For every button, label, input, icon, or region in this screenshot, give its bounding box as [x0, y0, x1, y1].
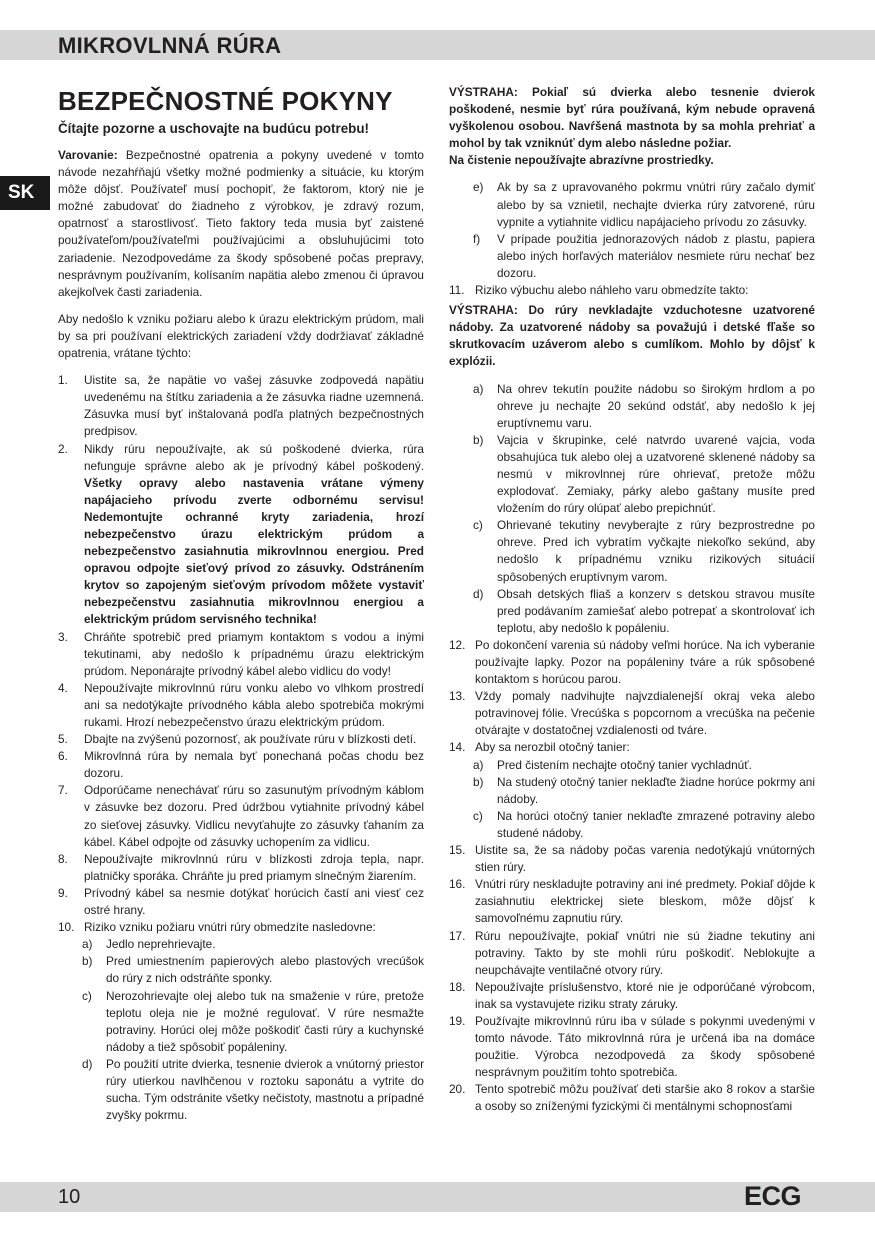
warning-block-note: Na čistenie nepoužívajte abrazívne prostriedky.: [449, 153, 714, 168]
warning-label: Varovanie:: [58, 148, 118, 162]
sub-list-item: d) Obsah detských fliaš a konzerv s detskou stravou musíte pred podávaním zamiešať alebo potrepať a skontrolovať ich teplotu, aby nedošlo k popáleniu.: [473, 586, 815, 635]
language-tab: SK: [0, 176, 50, 210]
brand-logo: ECG: [744, 1181, 802, 1211]
sub-list-item: c) Ohrievané tekutiny nevyberajte z rúry bezprostredne po ohreve. Pred ich vybratím vyčkajte niekoľko sekúnd, aby nedošlo k prípadnému vzniku rizikových situácií spôsobených eruptívnym varom.: [473, 518, 815, 584]
list-item: 17. Rúru nepoužívajte, pokiaľ vnútri nie sú žiadne tekutiny ani potraviny. Takto by ste mohli rúru poškodiť. Neblokujte a neupchávajte ventilačné otvory rúry.: [449, 928, 815, 977]
warning-block: VÝSTRAHA: Pokiaľ sú dvierka alebo tesnenie dvierok poškodené, nesmie byť rúra používaná, kým nebude opravená vyškolenou osobou. Navŕšená mastnota by sa mohla prehriať a mohol by tak vzniknúť dym alebo následne požiar.: [449, 85, 815, 151]
page-title: BEZPEČNOSTNÉ POKYNY: [58, 86, 393, 116]
list-item: 1. Uistite sa, že napätie vo vašej zásuvke zodpovedá napätiu uvedenému na štítku zariadenia a že zásuvka riadne uzemnená. Zásuvka musí byť inštalovaná podľa platných bezpečnostných predpisov.: [58, 373, 424, 439]
list-item: 6. Mikrovlnná rúra by nemala byť ponechaná počas chodu bez dozoru.: [58, 749, 424, 781]
list-item: 18. Nepoužívajte príslušenstvo, ktoré nie je odporúčané výrobcom, inak sa vystavujete riziku straty záruky.: [449, 979, 815, 1011]
warning-paragraph: [58, 147, 424, 301]
sub-list-item: c) Na horúci otočný tanier neklaďte zmrazené potraviny alebo studené nádoby.: [473, 808, 815, 840]
list-item: 3. Chráňte spotrebič pred priamym kontaktom s vodou a inými tekutinami, aby nedošlo k prípadnému úrazu elektrickým prúdom. Neponárajte prívodný kábel alebo vidlicu do vody!: [58, 629, 424, 678]
page-number: 10: [58, 1186, 81, 1208]
list-item: 4. Nepoužívajte mikrovlnnú rúru vonku alebo vo vlhkom prostredí ani sa nedotýkajte prívodného kábla alebo spotrebiča mokrými rukami. Hrozí nebezpečenstvo úrazu elektrickým prúdom.: [58, 680, 424, 729]
page-subtitle: Čítajte pozorne a uschovajte na budúcu potrebu!: [58, 121, 369, 136]
intro-paragraph: Aby nedošlo k vzniku požiaru alebo k úrazu elektrickým prúdom, mali by sa pri používaní elektrických zariadení vždy dodržiavať základné opatrenia, vrátane týchto:: [58, 311, 424, 361]
header-title: MIKROVLNNÁ RÚRA: [58, 33, 282, 58]
sub-list-item: b) Na studený otočný tanier neklaďte žiadne horúce pokrmy ani nádoby.: [473, 774, 815, 806]
sub-list-item: b) Vajcia v škrupinke, celé natvrdo uvarené vajcia, voda obsahujúca tuk alebo olej a uzatvorené sklenené nádoby sa nesmú v mikrovlnnej rúre ohrievať, pretože môžu explodovať. Zemiaky, párky alebo gaštany musíte pred vložením do rúry olúpať alebo prepichnúť.: [473, 432, 815, 516]
list-item: 14. Aby sa nerozbil otočný tanier:: [449, 740, 630, 755]
sub-list-item: a) Na ohrev tekutín použite nádobu so širokým hrdlom a po ohreve ju nechajte 20 sekúnd odstáť, aby nedošlo k jej eruptívnemu varu.: [473, 381, 815, 430]
left-column: [58, 84, 424, 1124]
sub-list-item: a) Pred čistením nechajte otočný tanier vychladnúť.: [473, 757, 752, 772]
warning-text: Bezpečnostné opatrenia a pokyny uvedené v tomto návode nezahŕňajú všetky možné podmienky a situácie, ku ktorým môže dôjsť. Používateľ musí pochopiť, že faktorom, ktorý nie je možné zabudovať do žiadneho z výrobkov, je zdravý rozum, opatrnosť a starostlivosť. Tieto faktory teda musia byť zaistené používateľom/používateľmi používajúcimi a obsluhujúcimi toto zariadenie. Nezodpovedáme za škody spôsobené počas prepravy, nesprávnym používaním, kolísaním napätia alebo zmenou či úpravou akejkoľvek časti zariadenia.: [58, 148, 424, 299]
sub-list-item: d) Po použití utrite dvierka, tesnenie dvierok a vnútorný priestor rúry utierkou navlhčenou v roztoku saponátu a vytrite do sucha. Tým odstránite všetky nečistoty, mastnotu a prípadné zvyšky pokrmu.: [82, 1056, 424, 1123]
sub-list-item: b) Pred umiestnením papierových alebo plastových vrecúšok do rúry z nich odstráňte sponky.: [82, 954, 424, 986]
list-item: 19. Používajte mikrovlnnú rúru iba v súlade s pokynmi uvedenými v tomto návode. Táto mikrovlnná rúra je určená iba na domáce použitie. Výrobca nezodpovedá za škody spôsobené nesprávnym použitím tohto spotrebiča.: [449, 1013, 815, 1080]
warning-block: VÝSTRAHA: Do rúry nevkladajte vzduchotesne uzatvorené nádoby. Za uzatvorené nádoby sa považujú i detské fľaše so skrutkovacím uzáverom alebo s cumlíkom. Mohlo by dôjsť k explózii.: [449, 303, 815, 369]
list-item: 15. Uistite sa, že sa nádoby počas varenia nedotýkajú vnútorných stien rúry.: [449, 843, 815, 875]
list-item: 9. Prívodný kábel sa nesmie dotýkať horúcich častí ani viesť cez ostré hrany.: [58, 885, 424, 918]
list-item: 20. Tento spotrebič môžu používať deti staršie ako 8 rokov a staršie a osoby so zníženými fyzickými či mentálnymi schopnosťami: [449, 1082, 815, 1114]
right-column: [449, 84, 815, 1116]
list-item: 11. Riziko výbuchu alebo náhleho varu obmedzíte takto:: [449, 283, 749, 298]
list-item: 5. Dbajte na zvýšenú pozornosť, ak používate rúru v blízkosti detí.: [58, 732, 417, 747]
list-item: 12. Po dokončení varenia sú nádoby veľmi horúce. Na ich vyberanie používajte lapky. Pozor na popáleniny tváre a rúk spôsobené kontaktom s horúcou parou.: [449, 637, 815, 687]
list-item: 2. Nikdy rúru nepoužívajte, ak sú poškodené dvierka, rúra nefunguje správne alebo ak je prívodný kábel poškodený. Všetky opravy alebo nastavenia vrátane výmeny napájacieho prívodu zverte odbornému servisu! Nedemontujte ochranné kryty zariadenia, hrozí nebezpečenstvo úrazu elektrickým prúdom a nebezpečenstvo zasiahnutia mikrovlnnou energiou. Pred opravou odpojte sieťový prívod zo zásuvky. Odstránením krytov so zapojeným sieťovým prívodom môžete vystaviť nebezpečenstvu zasiahnutia mikrovlnnou energiou a elektrickým prúdom servisného technika!: [58, 441, 424, 627]
sub-list-item: a) Jedlo neprehrievajte.: [82, 937, 216, 952]
list-item: 10. Riziko vzniku požiaru vnútri rúry obmedzíte nasledovne:: [58, 920, 376, 935]
sub-list-item: c) Nerozohrievajte olej alebo tuk na smaženie v rúre, pretože teplotu oleja nie je možné regulovať. V rúre nesmažte potraviny. Horúci olej môže poškodiť časti rúry a kuchynské nádoby a tiež spôsobiť popáleniny.: [82, 988, 424, 1054]
sub-list-item: f) V prípade použitia jednorazových nádob z plastu, papiera alebo iných horľavých materiálov nesmiete rúru nechať bez dozoru.: [473, 231, 815, 280]
list-item: 7. Odporúčame nenechávať rúru so zasunutým prívodným káblom v zásuvke bez dozoru. Pred údržbou vytiahnite prívodný kábel zo sieťovej zásuvky. Vidlicu nevyťahujte zo zásuvky ťahaním za kábel. Kábel odpojte od zásuvky uchopením za vidlicu.: [58, 783, 424, 849]
list-item: 8. Nepoužívajte mikrovlnnú rúru v blízkosti zdroja tepla, napr. platničky sporáka. Chráňte ju pred priamym slnečným žiarením.: [58, 851, 424, 883]
sub-list-item: e) Ak by sa z upravovaného pokrmu vnútri rúry začalo dymiť alebo by sa vznietil, nechajte dvierka rúry zatvorené, rúru vypnite a vytiahnite vidlicu napájacieho prívodu zo zásuvky.: [473, 180, 815, 229]
list-item: 13. Vždy pomaly nadvihujte najvzdialenejší okraj veka alebo potravinovej fólie. Vrecúška s popcornom a vrecúška na pečenie otvárajte v dostatočnej vzdialenosti od tváre.: [449, 689, 815, 738]
list-item: 16. Vnútri rúry neskladujte potraviny ani iné predmety. Pokiaľ dôjde k zasiahnutiu elektrickej siete bleskom, môže dôjsť k samovoľnému zapnutiu rúry.: [449, 877, 815, 926]
